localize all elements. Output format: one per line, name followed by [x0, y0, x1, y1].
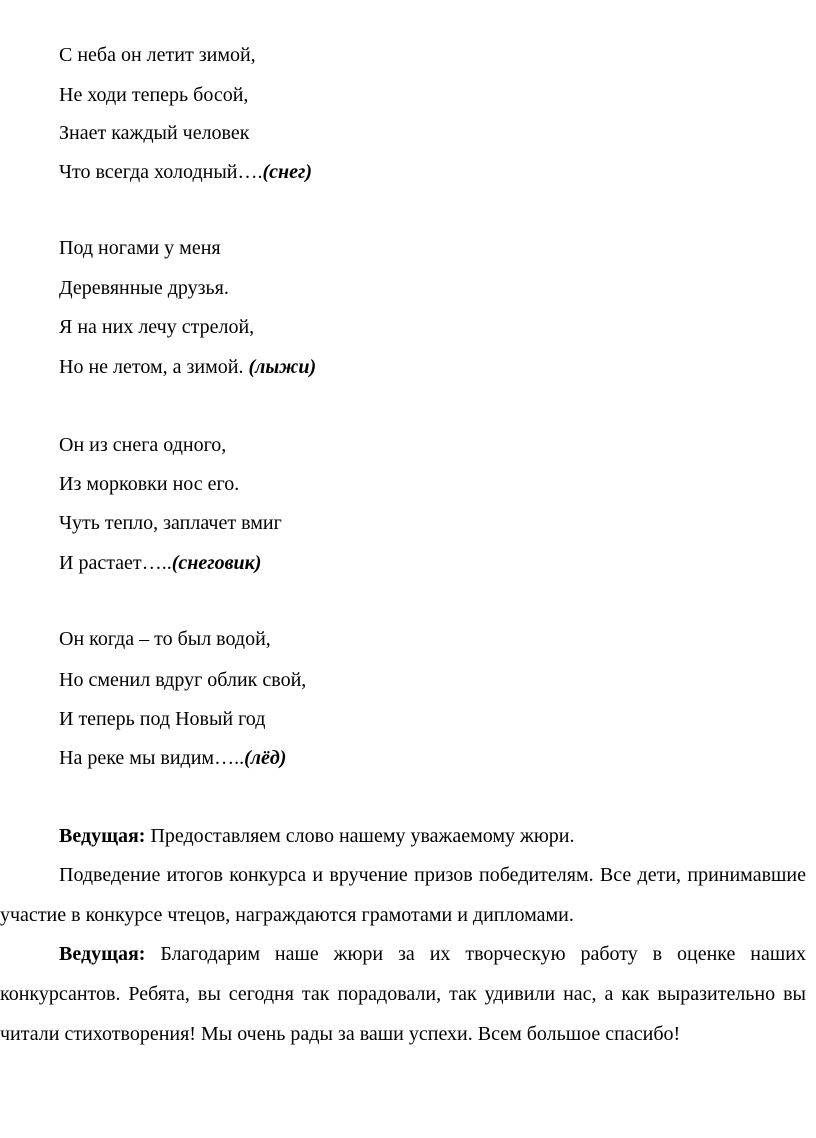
closing-paragraph	[0, 934, 806, 1054]
riddle-2-line-4	[59, 355, 316, 379]
summary-text: Подведение итогов конкурса и вручение призов победителям. Все дети, принимавшие участие в конкурсе чтецов, награждаются грамотами и дипломами.	[0, 864, 806, 926]
riddle-2-line-4-text: Но не летом, а зимой.	[59, 356, 249, 378]
riddle-4-line-4	[59, 746, 286, 770]
closing-text: Благодарим наше жюри за их творческую работу в оценке наших конкурсантов. Ребята, вы сегодня так порадовали, так удивили нас, а как выразительно вы читали стихотворения! Мы очень рады за ваши успехи. Всем большое спасибо!	[0, 943, 806, 1045]
riddle-3-answer: (снеговик)	[171, 552, 262, 574]
riddle-4-ellipsis: …..	[214, 747, 245, 769]
riddle-4-answer: (лёд)	[244, 747, 287, 769]
riddle-2-answer: (лыжи)	[248, 356, 317, 378]
riddle-2-line-1: Под ногами у меня	[59, 237, 221, 259]
riddle-4-line-1: Он когда – то был водой,	[59, 628, 271, 650]
riddle-1-line-4-text: Что всегда холодный	[59, 161, 238, 183]
host-speaker-label: Ведущая:	[59, 825, 146, 847]
riddle-1-ellipsis: ….	[237, 161, 263, 183]
summary-paragraph	[0, 855, 806, 935]
riddle-3-ellipsis: …..	[141, 552, 172, 574]
riddle-3-line-4	[59, 551, 261, 575]
riddle-3-line-2: Из морковки нос его.	[59, 473, 240, 495]
riddle-1-line-4	[59, 160, 312, 184]
riddle-1-line-3: Знает каждый человек	[59, 122, 250, 144]
host-line-text: Предоставляем слово нашему уважаемому жюри.	[145, 825, 575, 847]
riddle-3-line-1: Он из снега одного,	[59, 434, 227, 456]
riddle-2-line-3: Я на них лечу стрелой,	[59, 316, 255, 338]
closing-speaker-label: Ведущая:	[59, 943, 146, 965]
riddle-4-line-2: Но сменил вдруг облик свой,	[59, 669, 307, 691]
riddle-3-line-4-text: И растает	[59, 552, 142, 574]
riddle-4-line-4-text: На реке мы видим	[59, 747, 215, 769]
riddle-1-answer: (снег)	[262, 161, 313, 183]
riddle-1-line-1: С неба он летит зимой,	[59, 44, 256, 66]
host-line	[59, 824, 575, 848]
riddle-3-line-3: Чуть тепло, заплачет вмиг	[59, 512, 282, 534]
riddle-1-line-2: Не ходи теперь босой,	[59, 84, 249, 106]
riddle-2-line-2: Деревянные друзья.	[59, 277, 229, 299]
riddle-4-line-3: И теперь под Новый год	[59, 708, 266, 730]
